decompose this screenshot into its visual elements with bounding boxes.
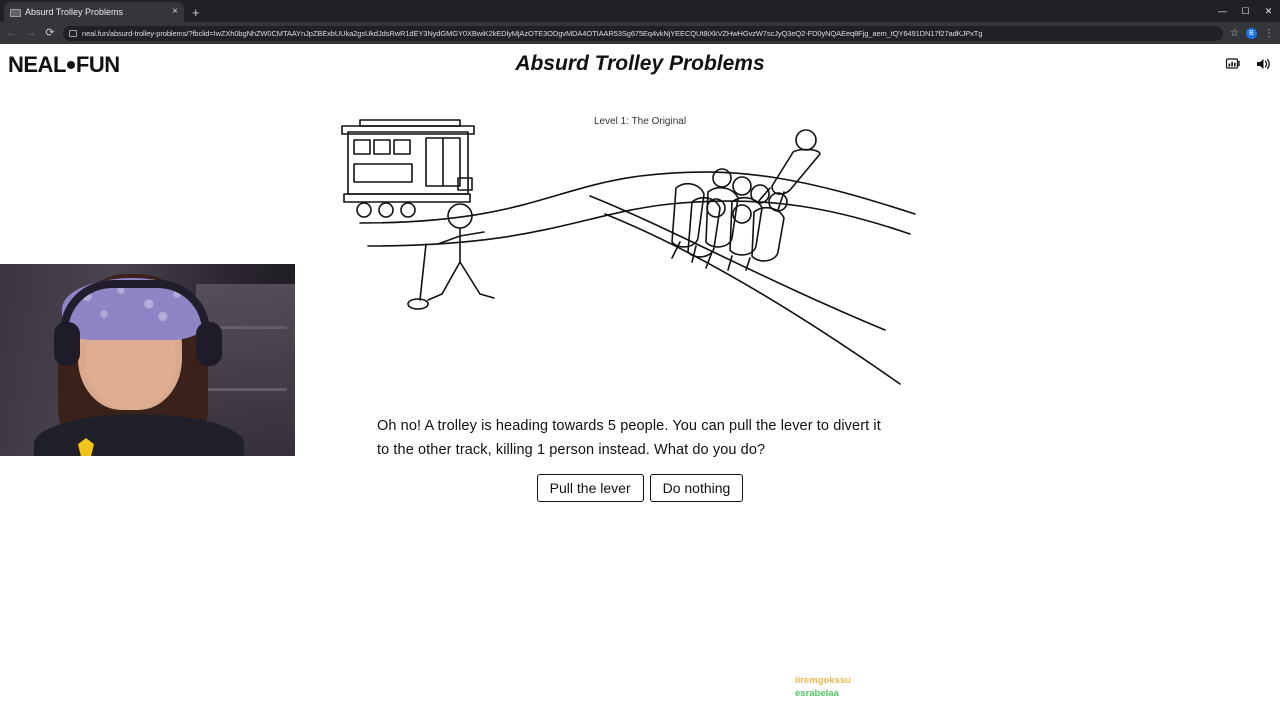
- window-close-button[interactable]: ✕: [1264, 5, 1273, 16]
- page-title: Absurd Trolley Problems: [515, 52, 765, 75]
- site-info-icon[interactable]: [69, 30, 77, 37]
- dilemma-text: Oh no! A trolley is heading towards 5 people. You can pull the lever to divert it to the other track, killing 1 person instead. What do you do?: [377, 418, 881, 458]
- window-minimize-button[interactable]: —: [1218, 6, 1227, 16]
- chat-overlay: [795, 674, 1125, 700]
- chat-username: iiremgokssu: [795, 675, 851, 686]
- level-label: Level 1: The Original: [593, 116, 687, 127]
- profile-avatar[interactable]: B: [1246, 28, 1257, 39]
- page-content: [0, 44, 1280, 720]
- webcam-headphone-right: [196, 322, 222, 366]
- logo-text-left: NEAL: [8, 52, 66, 77]
- reload-icon[interactable]: ⟳: [45, 27, 55, 39]
- address-bar-url: neal.fun/absurd-trolley-problems/?fbclid=IwZXh0bgNhZW0CMTAAYnJpZBExbUUka2gsUkdJdsRwR1dEY3NydGMGY0XBwiK2kEDlyMjAzOTE3ODgvMDA4OTIAAR53Sg675Eq4vkNjYEECQUt8iXkVZHwHGvzW7scJyQ3eQ2-FD0yNQAEeq8Fjg_aem_tQY6491DN17f27adKJPxTg: [82, 28, 983, 38]
- webcam-headphone-left: [54, 322, 80, 366]
- trolley-illustration: [340, 118, 940, 403]
- chat-message: [795, 687, 1125, 700]
- page-favicon-icon: [10, 8, 19, 17]
- browser-chrome: [0, 0, 1280, 44]
- bookmark-star-icon[interactable]: ☆: [1230, 27, 1239, 39]
- choice-buttons: [0, 474, 1280, 502]
- webcam-overlay: [0, 264, 295, 456]
- browser-toolbar: [0, 22, 1280, 44]
- new-tab-button[interactable]: +: [192, 5, 200, 20]
- tab-strip: [0, 0, 1280, 22]
- browser-tab[interactable]: [4, 2, 184, 22]
- back-icon[interactable]: ←: [6, 27, 18, 39]
- pull-the-lever-button[interactable]: Pull the lever: [537, 474, 644, 502]
- window-maximize-button[interactable]: ☐: [1241, 5, 1250, 16]
- forward-icon[interactable]: →: [25, 27, 37, 39]
- tab-close-icon[interactable]: ×: [172, 6, 178, 17]
- do-nothing-button[interactable]: Do nothing: [650, 474, 744, 502]
- chat-message: [795, 674, 1125, 687]
- logo-text-right: FUN: [75, 52, 120, 77]
- address-bar[interactable]: [63, 26, 1223, 41]
- window-controls: [1211, 0, 1280, 22]
- toolbar-actions: [1230, 28, 1274, 39]
- tab-title: Absurd Trolley Problems: [25, 7, 124, 17]
- chat-username: esrabelaa: [795, 688, 839, 699]
- browser-menu-icon[interactable]: ⋮: [1264, 27, 1274, 39]
